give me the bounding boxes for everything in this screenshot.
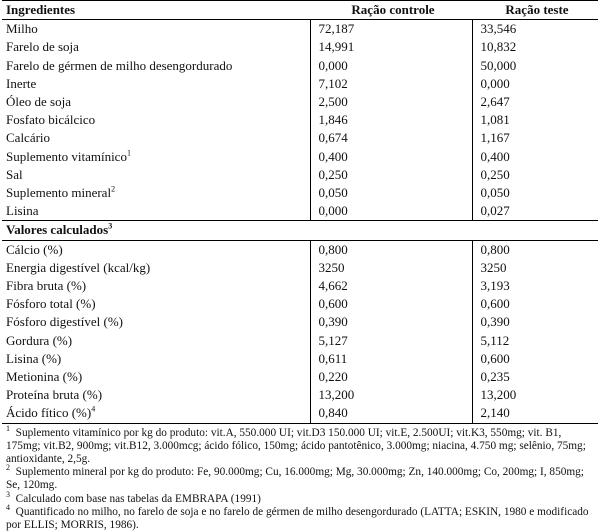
footnote-text: Quantificado no milho, no farelo de soja e no farelo de gérmen de milho desengordurado (LATTA; ESKIN, 1980 e modificado por ELLIS; MORRIS, 1986). (6, 505, 589, 532)
section-label (2, 221, 598, 240)
row-label (2, 38, 310, 56)
control-value: 0,390 (310, 313, 472, 331)
row-label (2, 20, 310, 39)
control-value: 3250 (310, 259, 472, 277)
test-value: 1,167 (480, 130, 510, 146)
row-label-text: Inerte (6, 75, 37, 91)
row-label (2, 332, 310, 350)
row-label (2, 240, 310, 259)
footnote-mark: 2 (111, 184, 116, 194)
footnote-text: Suplemento vitamínico por kg do produto: vit.A, 550.000 UI; vit.D3 150.000 UI; vit.E, 2.500UI; vit.K3, 550mg; vit. B1, 175mg; vit.B2, 900mg; vit.B12, 3.000mcg; ácido fólico, 150mg; ácido pantotênico, 3.000mg; niacina, 4.750 mg; selênio, 75mg; antioxidante, 2,5g. (6, 426, 586, 466)
row-label-text: Fibra bruta (%) (6, 278, 87, 294)
table-row (2, 20, 598, 39)
row-label-text: Sal (6, 166, 23, 182)
table-row (2, 148, 598, 166)
test-value: 0,390 (480, 314, 510, 330)
row-label-text: Lisina (%) (6, 350, 62, 366)
table-row (2, 75, 598, 93)
row-label (2, 404, 310, 423)
footnote-number: 4 (6, 503, 10, 513)
test-value: 33,546 (480, 21, 517, 37)
footnote-item (6, 489, 596, 506)
table-row (2, 202, 598, 221)
section-body (2, 221, 598, 240)
control-value: 0,611 (310, 350, 472, 368)
control-value: 4,662 (310, 277, 472, 295)
table-row (2, 38, 598, 56)
row-label-text: Metionina (%) (6, 369, 83, 385)
row-label-text: Fósforo digestível (%) (6, 314, 123, 330)
row-label-text: Calcário (6, 130, 51, 146)
test-value: 0,050 (480, 185, 510, 201)
table-header-row (2, 1, 598, 20)
test-value: 13,200 (480, 387, 517, 403)
table-row (2, 350, 598, 368)
row-label (2, 368, 310, 386)
calculated-values-body (2, 240, 598, 423)
table-row (2, 57, 598, 75)
control-value: 13,200 (310, 386, 472, 404)
row-label-text: Farelo de gérmen de milho desengordurado (6, 57, 233, 73)
table-row (2, 332, 598, 350)
test-value: 0,027 (480, 203, 510, 219)
test-value: 2,647 (480, 94, 510, 110)
test-value: 3250 (480, 259, 507, 275)
header-ingredients: Ingredientes (2, 1, 310, 20)
test-value: 0,600 (480, 350, 510, 366)
row-label (2, 295, 310, 313)
table-row (2, 368, 598, 386)
control-value: 0,800 (310, 240, 472, 259)
row-label-text: Fósforo total (%) (6, 296, 96, 312)
row-label (2, 277, 310, 295)
control-value: 14,991 (310, 38, 472, 56)
test-value: 2,140 (472, 404, 598, 423)
row-label-text: Óleo de soja (6, 94, 71, 110)
row-label (2, 129, 310, 147)
test-value: 50,000 (480, 57, 517, 73)
row-label-text: Lisina (6, 203, 39, 219)
control-value: 7,102 (310, 75, 472, 93)
section-label-text: Valores calculados (6, 222, 109, 238)
control-value: 0,674 (310, 129, 472, 147)
row-label (2, 166, 310, 184)
footnote-mark: 1 (126, 148, 131, 158)
row-label-text: Suplemento mineral (6, 185, 112, 201)
test-value: 0,235 (480, 369, 510, 385)
table-row (2, 259, 598, 277)
control-value: 0,250 (310, 166, 472, 184)
table-row (2, 111, 598, 129)
row-label-text: Fosfato bicálcico (6, 112, 96, 128)
control-value: 0,000 (310, 57, 472, 75)
row-label (2, 259, 310, 277)
row-label (2, 148, 310, 166)
footnote-number: 1 (6, 423, 10, 433)
test-value: 0,400 (480, 148, 510, 164)
test-value: 5,112 (480, 332, 510, 348)
control-value: 1,846 (310, 111, 472, 129)
row-label (2, 93, 310, 111)
table-row (2, 93, 598, 111)
row-label (2, 75, 310, 93)
diet-composition-table (2, 0, 598, 424)
section-footnote-mark: 3 (108, 222, 113, 232)
test-value: 0,800 (480, 241, 510, 257)
row-label-text: Ácido fítico (%) (6, 405, 92, 421)
footnotes (2, 424, 598, 532)
control-value: 0,840 (310, 404, 472, 423)
test-value: 0,000 (480, 75, 510, 91)
row-label-text: Suplemento vitamínico (6, 148, 127, 164)
row-label (2, 57, 310, 75)
footnote-item (6, 463, 596, 492)
test-value: 0,600 (480, 296, 510, 312)
footnote-number: 3 (6, 489, 10, 499)
control-value: 0,050 (310, 184, 472, 202)
composition-table-container (2, 0, 598, 532)
control-value: 2,500 (310, 93, 472, 111)
table-row (2, 386, 598, 404)
section-row (2, 221, 598, 240)
table-row (2, 166, 598, 184)
table-row (2, 277, 598, 295)
test-value: 10,832 (480, 39, 517, 55)
row-label-text: Proteína bruta (%) (6, 387, 103, 403)
control-value: 72,187 (310, 20, 472, 39)
table-row (2, 313, 598, 331)
row-label (2, 386, 310, 404)
test-value: 3,193 (480, 278, 510, 294)
header-test-diet: Ração teste (472, 1, 598, 20)
footnote-mark: 4 (91, 405, 96, 415)
row-label-text: Milho (6, 21, 38, 37)
table-row (2, 240, 598, 259)
header-control-diet: Ração controle (310, 1, 472, 20)
control-value: 5,127 (310, 332, 472, 350)
row-label-text: Energia digestível (kcal/kg) (6, 259, 151, 275)
table-row (2, 129, 598, 147)
row-label-text: Cálcio (%) (6, 241, 63, 257)
footnote-text: Calculado com base nas tabelas da EMBRAPA (1991) (15, 492, 261, 505)
test-value: 0,250 (480, 166, 510, 182)
row-label (2, 350, 310, 368)
footnote-number: 2 (6, 463, 10, 473)
row-label (2, 184, 310, 202)
ingredients-body (2, 20, 598, 221)
footnote-item (6, 423, 596, 467)
table-row (2, 295, 598, 313)
footnote-item (6, 503, 596, 532)
control-value: 0,000 (310, 202, 472, 221)
row-label-text: Farelo de soja (6, 39, 79, 55)
table-row (2, 404, 598, 423)
control-value: 0,400 (310, 148, 472, 166)
footnote-text: Suplemento mineral por kg do produto: Fe, 90.000mg; Cu, 16.000mg; Mg, 30.000mg; Zn, 140.000mg; Co, 200mg; I, 850mg; Se, 120mg. (6, 466, 584, 492)
table-row (2, 184, 598, 202)
test-value: 1,081 (480, 112, 510, 128)
row-label (2, 313, 310, 331)
row-label (2, 111, 310, 129)
control-value: 0,600 (310, 295, 472, 313)
row-label-text: Gordura (%) (6, 332, 73, 348)
control-value: 0,220 (310, 368, 472, 386)
row-label (2, 202, 310, 221)
